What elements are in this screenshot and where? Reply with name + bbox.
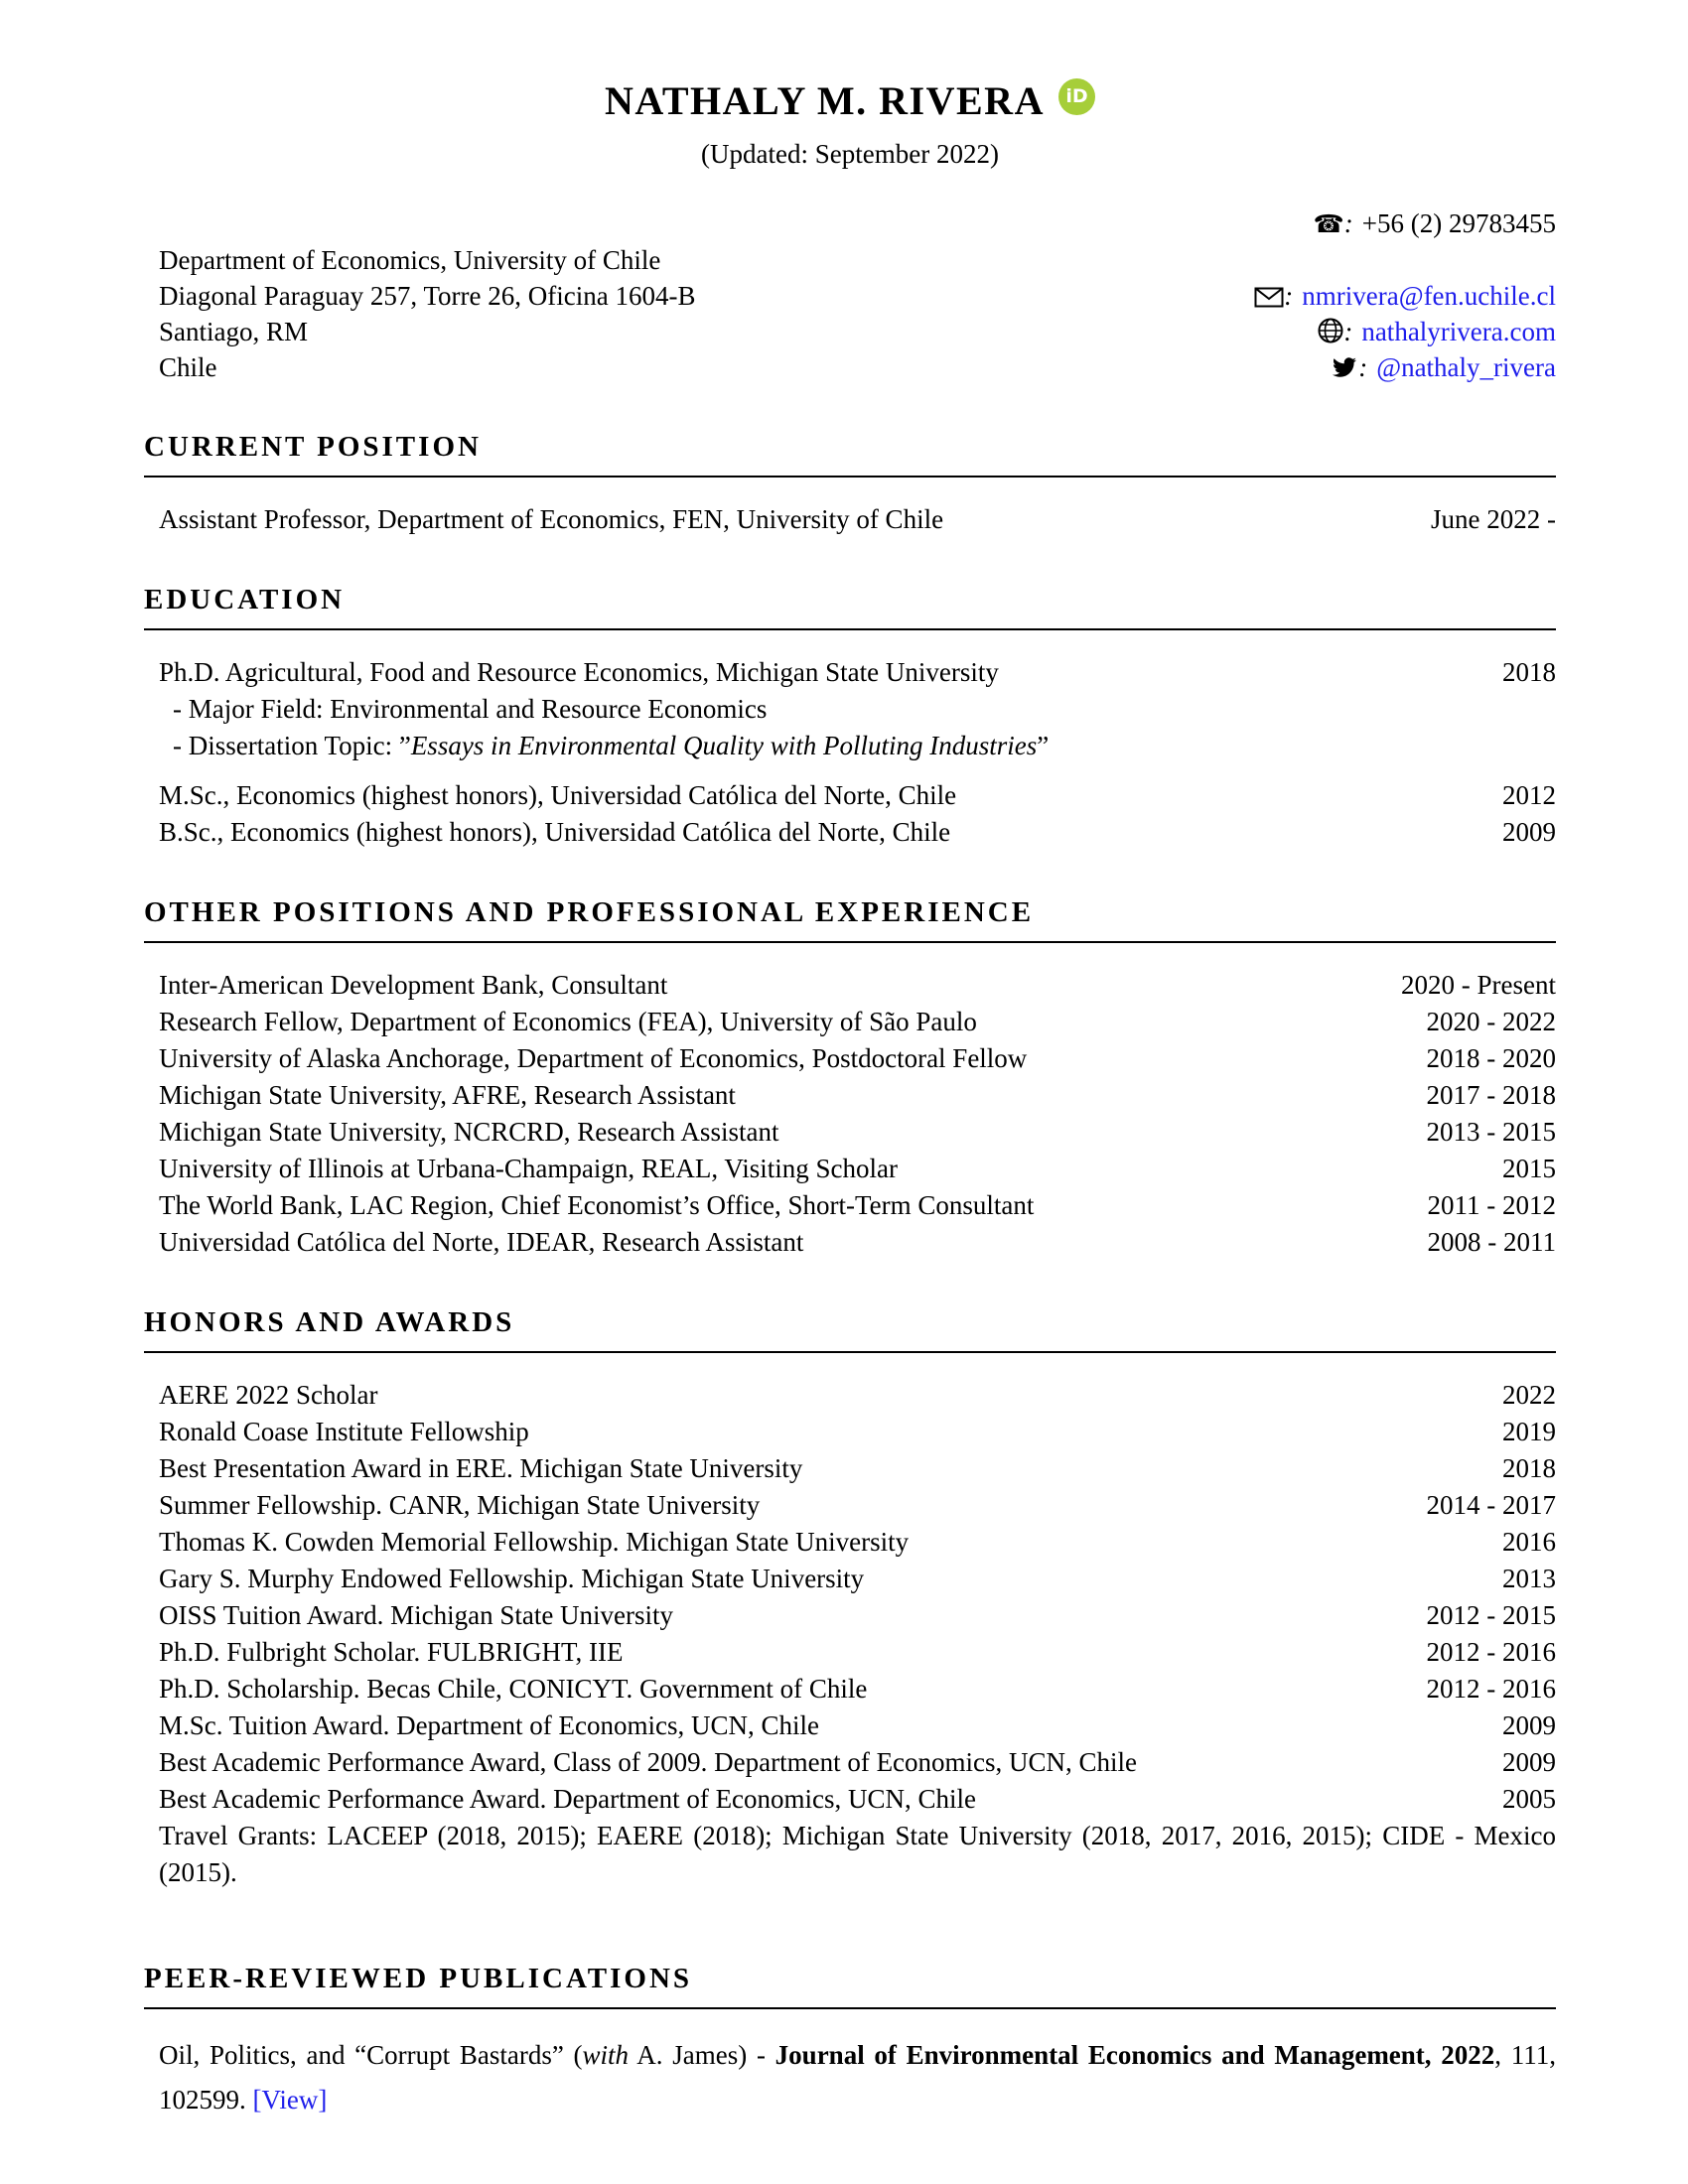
cv-entry-row	[159, 1414, 1556, 1450]
cv-entry-row	[159, 1377, 1556, 1414]
entry-date: 2013 - 2015	[1426, 1116, 1556, 1147]
dissertation-title: Essays in Environmental Quality with Polluting Industries	[410, 730, 1038, 760]
publication-entry	[159, 2033, 1556, 2122]
cv-entry-row	[159, 501, 1556, 538]
cv-entry-row	[159, 1524, 1556, 1561]
cv-entry-row	[159, 1561, 1556, 1597]
entry-text: Ronald Coase Institute Fellowship	[159, 1416, 529, 1446]
view-link[interactable]: [View]	[252, 2084, 328, 2115]
updated-date: (Updated: September 2022)	[701, 138, 999, 169]
cv-entry-row	[159, 1004, 1556, 1040]
entry-text: The World Bank, LAC Region, Chief Economist’s Office, Short-Term Consultant	[159, 1189, 1035, 1220]
publication-journal: Journal of Environmental Economics and Management, 2022	[774, 2039, 1495, 2070]
cv-entry-row	[159, 1450, 1556, 1487]
cv-entry-row	[159, 654, 1556, 691]
entry-text: Ph.D. Agricultural, Food and Resource Economics, Michigan State University	[159, 656, 999, 687]
envelope-icon	[1254, 281, 1284, 311]
cv-entry-row	[159, 1487, 1556, 1524]
entry-text: Thomas K. Cowden Memorial Fellowship. Michigan State University	[159, 1526, 910, 1557]
entry-text: Michigan State University, NCRCRD, Research Assistant	[159, 1116, 779, 1147]
section-title: PEER-REVIEWED PUBLICATIONS	[144, 1963, 1556, 2009]
entry-text: Summer Fellowship. CANR, Michigan State University	[159, 1489, 761, 1520]
entry-date: 2009	[1502, 1746, 1556, 1777]
entry-date: 2019	[1502, 1416, 1556, 1446]
orcid-id-label: iD	[1065, 85, 1088, 107]
entry-text: Best Presentation Award in ERE. Michigan State University	[159, 1452, 803, 1483]
entry-date: 2009	[1502, 1709, 1556, 1740]
entry-date: 2012 - 2015	[1426, 1599, 1556, 1630]
address-line: Santiago, RM	[159, 316, 309, 346]
orcid-icon[interactable]	[1058, 78, 1095, 115]
cv-entry-row	[159, 1077, 1556, 1114]
cv-entry-row	[159, 1597, 1556, 1634]
twitter-line: : @nathaly_rivera	[1254, 349, 1556, 385]
entry-text: Best Academic Performance Award. Department of Economics, UCN, Chile	[159, 1783, 977, 1814]
section-experience	[144, 896, 1556, 1261]
entry-date: 2015	[1502, 1153, 1556, 1183]
entry-text: Ph.D. Scholarship. Becas Chile, CONICYT. Government of Chile	[159, 1673, 868, 1704]
entry-text: University of Alaska Anchorage, Department of Economics, Postdoctoral Fellow	[159, 1042, 1028, 1073]
entry-date: 2022	[1502, 1379, 1556, 1410]
cv-entry-row	[159, 1781, 1556, 1818]
cv-entry-row	[159, 1151, 1556, 1187]
section-title: OTHER POSITIONS AND PROFESSIONAL EXPERIENCE	[144, 896, 1556, 943]
entry-text: Michigan State University, AFRE, Research Assistant	[159, 1079, 736, 1110]
address-line: Diagonal Paraguay 257, Torre 26, Oficina 1604-B	[159, 280, 696, 311]
phone-line: ☎: +56 (2) 29783455	[1313, 207, 1556, 238]
entry-date: 2018 - 2020	[1426, 1042, 1556, 1073]
cv-entry-row	[159, 777, 1556, 814]
entry-text: OISS Tuition Award. Michigan State University	[159, 1599, 674, 1630]
education-phd-block	[159, 654, 1556, 764]
entry-date: 2005	[1502, 1783, 1556, 1814]
twitter-link[interactable]: @nathaly_rivera	[1376, 351, 1556, 382]
entry-date: 2011 - 2012	[1427, 1189, 1556, 1220]
entry-date: 2013	[1502, 1563, 1556, 1593]
cv-entry-row	[159, 1040, 1556, 1077]
phone-icon: ☎	[1313, 208, 1344, 238]
phone-number: +56 (2) 29783455	[1361, 207, 1556, 238]
entry-text: M.Sc. Tuition Award. Department of Economics, UCN, Chile	[159, 1709, 819, 1740]
section-current-position	[144, 431, 1556, 538]
phd-dissertation	[159, 728, 1556, 764]
entry-date: 2014 - 2017	[1426, 1489, 1556, 1520]
twitter-icon	[1331, 352, 1358, 382]
section-honors	[144, 1306, 1556, 1891]
dissertation-suffix: ”	[1037, 730, 1050, 760]
publication-text: Oil, Politics, and “Corrupt Bastards” (	[159, 2039, 583, 2070]
entry-text: B.Sc., Economics (highest honors), Universidad Católica del Norte, Chile	[159, 816, 951, 847]
dissertation-prefix: - Dissertation Topic: ”	[173, 730, 411, 760]
section-title: EDUCATION	[144, 584, 1556, 630]
travel-grants: Travel Grants: LACEEP (2018, 2015); EAERE (2018); Michigan State University (2018, 2017, 2016, 2015); CIDE - Mexico (2015).	[159, 1820, 1556, 1887]
cv-entry-row	[159, 1224, 1556, 1261]
cv-entry-row	[159, 1114, 1556, 1151]
person-name: NATHALY M. RIVERA	[605, 78, 1045, 123]
entry-text: Research Fellow, Department of Economics (FEA), University of São Paulo	[159, 1006, 977, 1036]
email-line: : nmrivera@fen.uchile.cl	[1254, 278, 1556, 314]
contact-spacer	[1254, 242, 1556, 278]
website-line: : nathalyrivera.com	[1254, 314, 1556, 349]
cv-entry-row	[159, 1744, 1556, 1781]
entry-date: 2018	[1502, 656, 1556, 687]
entry-text: M.Sc., Economics (highest honors), Universidad Católica del Norte, Chile	[159, 779, 957, 810]
page-title	[144, 77, 1556, 127]
entry-text: Universidad Católica del Norte, IDEAR, Research Assistant	[159, 1226, 804, 1257]
entry-date: June 2022 -	[1431, 503, 1556, 534]
publication-text: A. James) -	[629, 2039, 775, 2070]
entry-date: 2020 - 2022	[1426, 1006, 1556, 1036]
entry-date: 2012	[1502, 779, 1556, 810]
entry-date: 2017 - 2018	[1426, 1079, 1556, 1110]
entry-text: Inter-American Development Bank, Consultant	[159, 969, 668, 1000]
entry-date: 2008 - 2011	[1427, 1226, 1556, 1257]
email-link[interactable]: nmrivera@fen.uchile.cl	[1302, 280, 1556, 311]
contact-block	[144, 205, 1556, 385]
globe-icon	[1318, 317, 1343, 346]
entry-text: Gary S. Murphy Endowed Fellowship. Michigan State University	[159, 1563, 865, 1593]
address-line: Department of Economics, University of Chile	[159, 244, 661, 275]
section-title: HONORS AND AWARDS	[144, 1306, 1556, 1353]
contact-spacer	[159, 205, 1254, 242]
entry-text: Best Academic Performance Award, Class of 2009. Department of Economics, UCN, Chile	[159, 1746, 1138, 1777]
entry-date: 2009	[1502, 816, 1556, 847]
entry-text: AERE 2022 Scholar	[159, 1379, 378, 1410]
cv-entry-row	[159, 1634, 1556, 1671]
cv-entry-row	[159, 1187, 1556, 1224]
entry-text: University of Illinois at Urbana-Champaign, REAL, Visiting Scholar	[159, 1153, 899, 1183]
publication-with: with	[582, 2039, 630, 2070]
cv-entry-row	[159, 1707, 1556, 1744]
section-title: CURRENT POSITION	[144, 431, 1556, 478]
entry-date: 2020 - Present	[1401, 969, 1556, 1000]
entry-date: 2012 - 2016	[1426, 1636, 1556, 1667]
section-education	[144, 584, 1556, 851]
website-link[interactable]: nathalyrivera.com	[1361, 316, 1556, 346]
entry-text: Assistant Professor, Department of Economics, FEN, University of Chile	[159, 503, 944, 534]
section-publications	[144, 1963, 1556, 2122]
cv-entry-row	[159, 1671, 1556, 1707]
publication-text: , 111, 102599.	[159, 2039, 1556, 2115]
phd-major-field: - Major Field: Environmental and Resource Economics	[173, 693, 768, 724]
cv-entry-row	[159, 814, 1556, 851]
entry-text: Ph.D. Fulbright Scholar. FULBRIGHT, IIE	[159, 1636, 624, 1667]
entry-date: 2012 - 2016	[1426, 1673, 1556, 1704]
entry-date: 2016	[1502, 1526, 1556, 1557]
cv-entry-row	[159, 967, 1556, 1004]
address-line: Chile	[159, 351, 217, 382]
entry-date: 2018	[1502, 1452, 1556, 1483]
